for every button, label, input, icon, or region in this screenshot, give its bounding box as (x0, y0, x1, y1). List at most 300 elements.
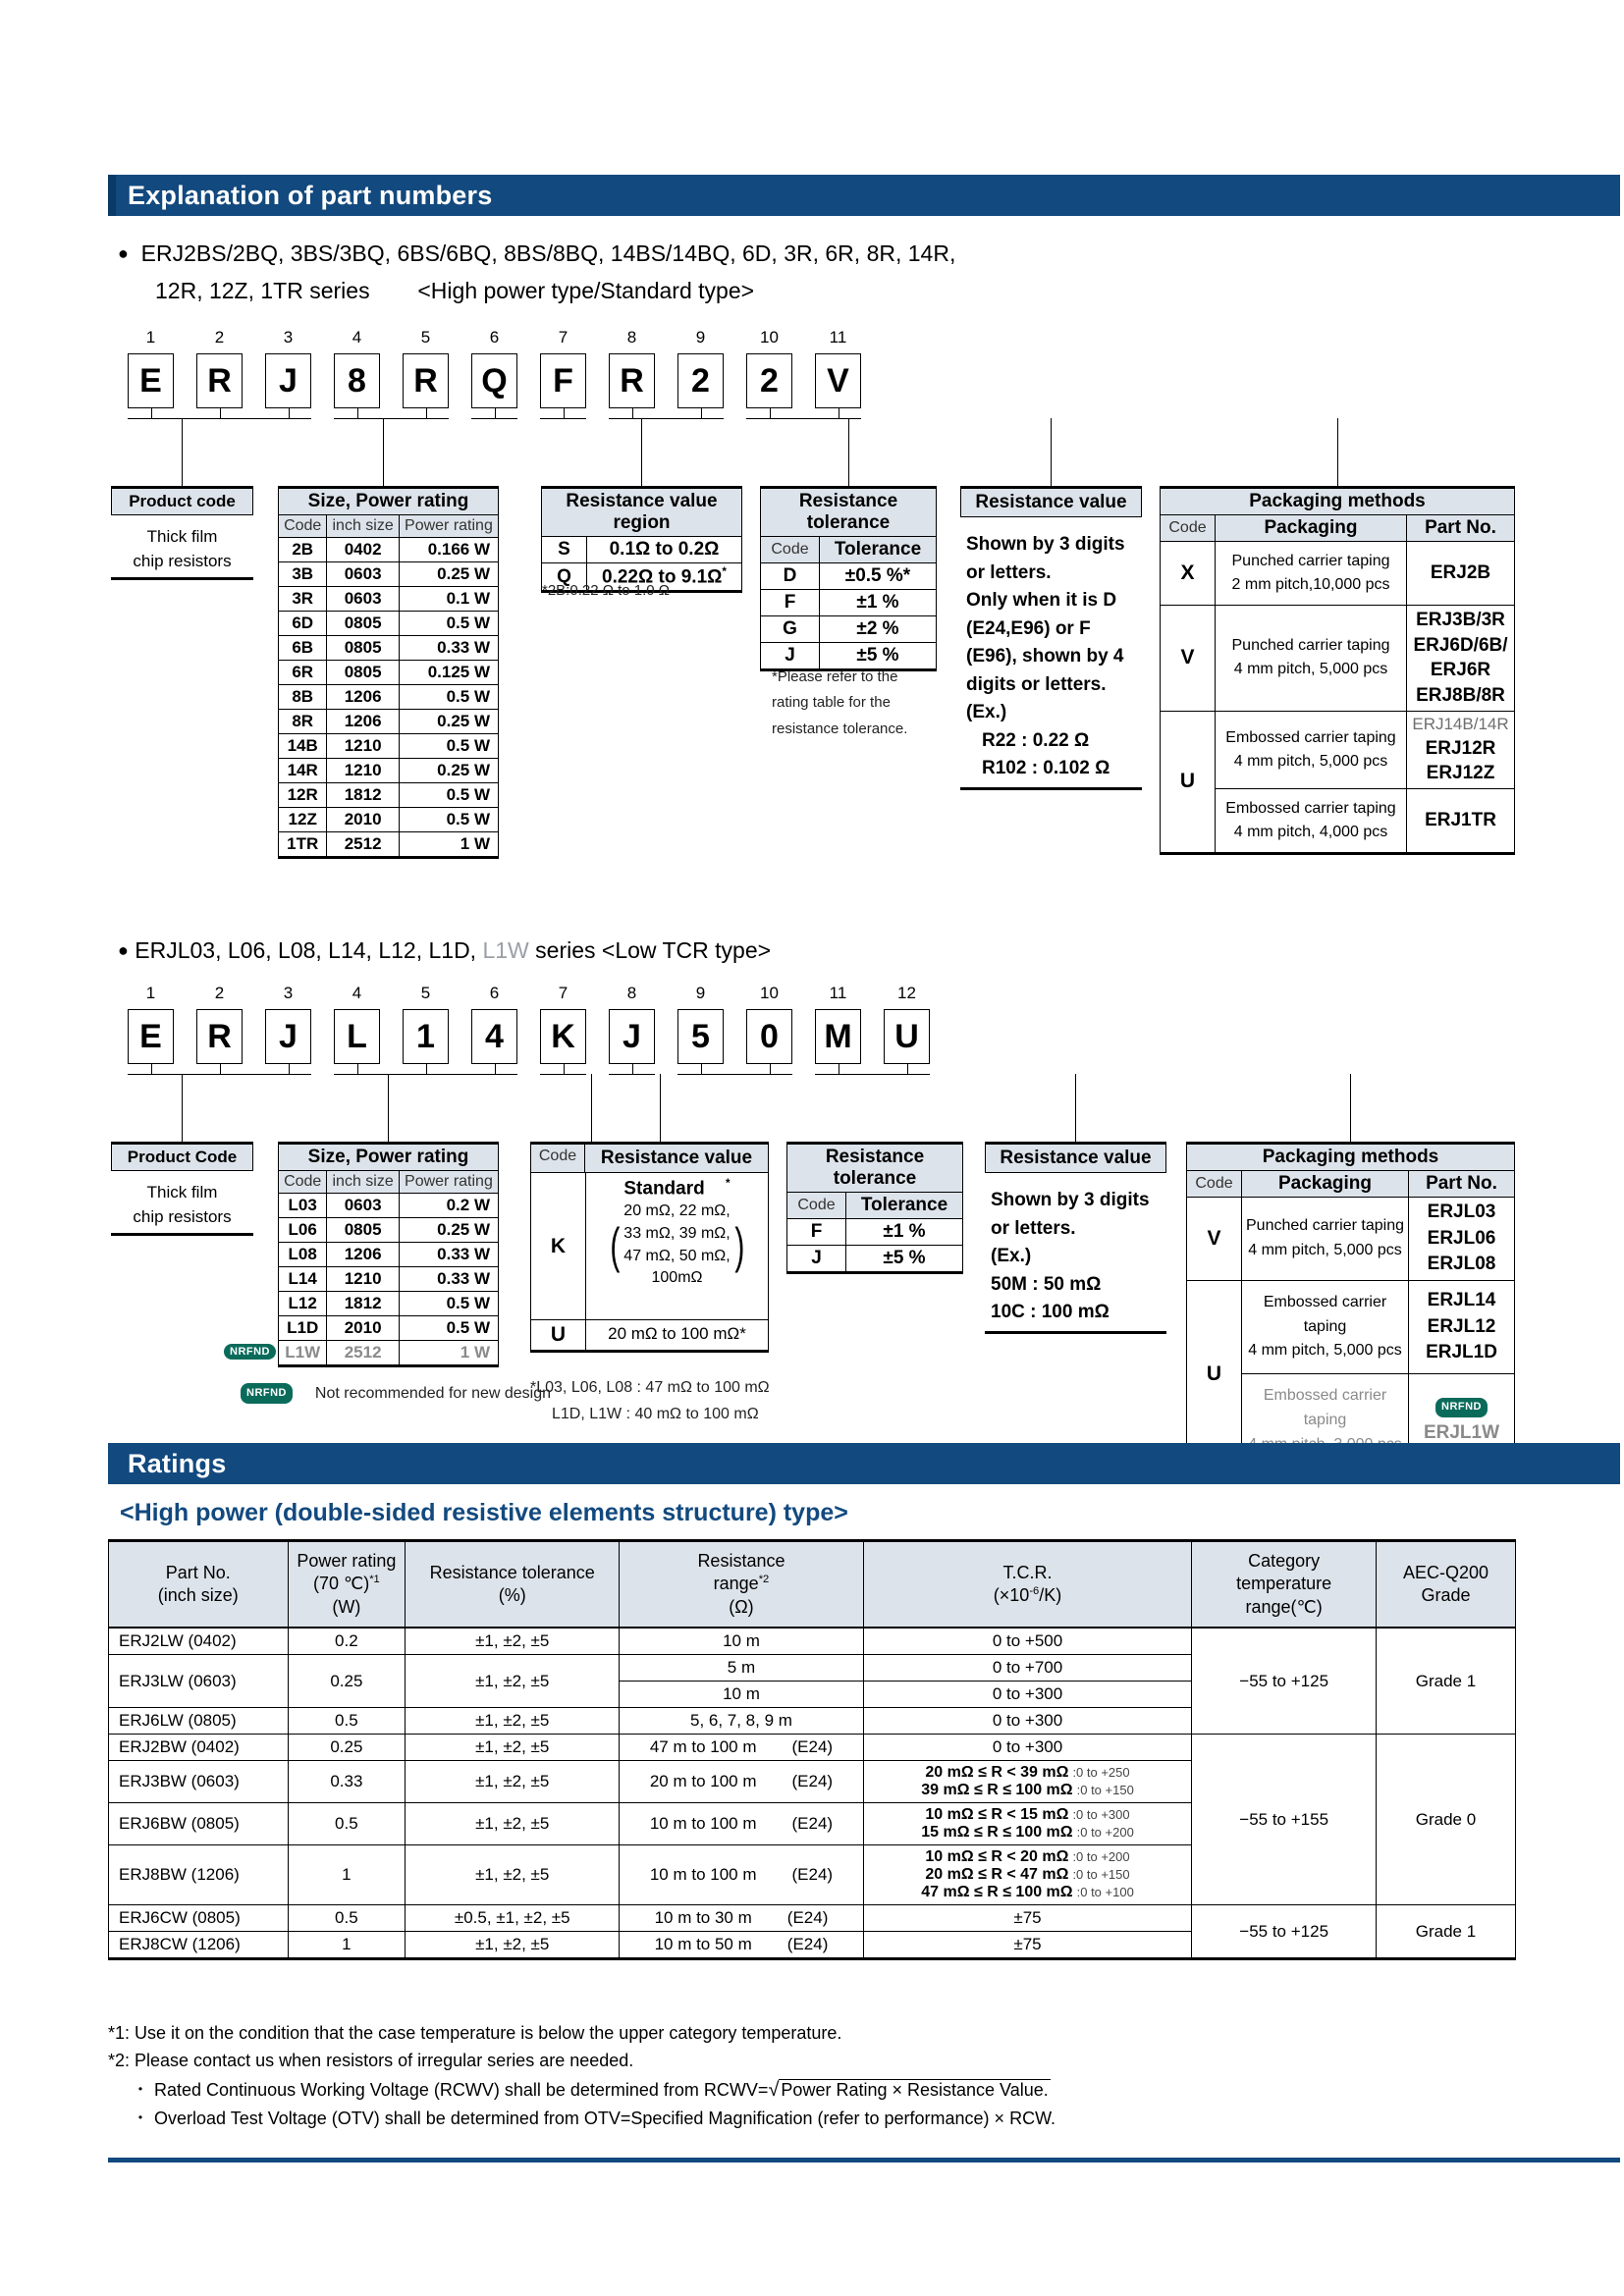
rt-power: 0.25 (288, 1655, 406, 1708)
leader-bar (540, 1074, 586, 1075)
packaging-desc: Punched carrier taping 4 mm pitch, 5,000 pcs (1216, 606, 1407, 712)
diagram1-resistance-value-block (960, 486, 1142, 790)
code-char-11: V (815, 353, 861, 408)
footnote-3-pre: ・ Rated Continuous Working Voltage (RCWV) shall be determined from RCWV= (132, 2079, 769, 2100)
size-power-col-2: Power rating (399, 515, 498, 538)
bullet-dot-icon-2: ● (118, 940, 129, 960)
region-code: Q (542, 563, 587, 592)
tolerance-value: ±1 % (820, 590, 937, 616)
tolerance-value: ±2 % (820, 616, 937, 643)
nrfnd-legend-text: Not recommended for new design (314, 1385, 552, 1402)
size-power-2-cell: 0603 (327, 1194, 399, 1218)
rt-grade: Grade 0 (1376, 1735, 1515, 1905)
table-row (279, 587, 499, 612)
code-position-3: 3 (283, 328, 294, 347)
rt-tcr-value: :0 to +150 (1076, 1783, 1134, 1798)
rt-tolerance: ±1, ±2, ±5 (406, 1708, 620, 1735)
size-power-cell: 0.5 W (399, 612, 498, 636)
rt-range: 10 m (620, 1682, 863, 1708)
diagram1-region-note: *2B:0.22 Ω to 1.0 Ω (542, 582, 671, 599)
size-power-cell: 0.33 W (399, 636, 498, 661)
rt-partno: ERJ6LW (0805) (109, 1708, 289, 1735)
packaging-desc: Embossed carrier taping 4 mm pitch, 4,000 pcs (1216, 788, 1407, 853)
leader-tick (564, 408, 565, 418)
code-char-10: 2 (746, 353, 792, 408)
code-position-2: 2 (214, 328, 225, 347)
section-header-explanation (108, 175, 1620, 216)
code-position-7: 7 (558, 984, 568, 1002)
d2-rvc-bottom-rule (530, 1350, 769, 1353)
table-row (109, 1905, 1516, 1932)
tolerance-2-value: ±1 % (846, 1219, 963, 1246)
diagram1-product-code-block (111, 486, 253, 580)
rt-power: 0.25 (288, 1735, 406, 1761)
d1-rv-bottom-rule (960, 787, 1142, 790)
code-position-10: 10 (760, 984, 779, 1002)
table-row (1161, 542, 1515, 606)
product-code-line2: chip resistors (133, 551, 232, 570)
rt-tcr-value: :0 to +100 (1076, 1885, 1134, 1900)
rt-category: −55 to +125 (1192, 1628, 1377, 1735)
leader-tick (495, 408, 496, 418)
rt-tolerance: ±1, ±2, ±5 (406, 1803, 620, 1845)
d1-rv-caption: Resistance value (960, 486, 1142, 517)
leader-tick (220, 1064, 221, 1074)
footnote-3-radical: Power Rating × Resistance Value. (781, 2079, 1049, 2100)
rt-tcr-range: 20 mΩ ≤ R < 47 mΩ (925, 1866, 1069, 1884)
code-char-5: R (403, 353, 449, 408)
size-power-cell: 3B (279, 562, 327, 587)
code-char-1: E (128, 353, 174, 408)
size-power-cell: 0.166 W (399, 538, 498, 562)
rt-range: 10 m to 100 m (E24) (620, 1845, 863, 1905)
packaging-2-code: V (1187, 1198, 1242, 1281)
table-row (279, 710, 499, 734)
code-position-4: 4 (352, 328, 362, 347)
leader-stem (182, 1074, 183, 1142)
leader-tick (564, 1064, 565, 1074)
size-power-cell: 0.5 W (399, 685, 498, 710)
table-row (279, 832, 499, 858)
rt-tolerance: ±1, ±2, ±5 (406, 1735, 620, 1761)
rt-tcr-range: 39 mΩ ≤ R ≤ 100 mΩ (921, 1782, 1073, 1799)
rt-tcr-range: 47 mΩ ≤ R ≤ 100 mΩ (921, 1884, 1073, 1901)
code-position-5: 5 (420, 328, 431, 347)
rt-tcr-line (868, 1884, 1188, 1901)
packaging-part: ERJ12Z (1426, 763, 1495, 784)
size-power-2-cell: 0.33 W (399, 1267, 498, 1292)
tolerance-2-code: F (787, 1219, 846, 1246)
rt-category: −55 to +155 (1192, 1735, 1377, 1905)
rt-partno: ERJ6CW (0805) (109, 1905, 289, 1932)
leader-bar (471, 418, 517, 419)
code-char-8: J (609, 1009, 655, 1064)
size-power-2-col-2: Power rating (399, 1171, 498, 1194)
code-char-9: 5 (677, 1009, 724, 1064)
leader-stem (591, 1074, 592, 1142)
table-row (279, 612, 499, 636)
size-power-cell: 0.1 W (399, 587, 498, 612)
rt-tcr-value: :0 to +150 (1072, 1867, 1130, 1883)
leader-bar (128, 418, 311, 419)
code-position-11: 11 (829, 328, 847, 347)
rt-range: 10 m to 50 m (E24) (620, 1932, 863, 1959)
size-power-cell: 0805 (327, 612, 399, 636)
code-char-7: K (540, 1009, 586, 1064)
size-power-cell: 0.5 W (399, 783, 498, 808)
leader-bar (128, 1074, 311, 1075)
nrfnd-badge-pack: NRFND (1435, 1398, 1488, 1416)
size-power-2-cell: L03 (279, 1194, 327, 1218)
d2-rv-bottom-rule (985, 1331, 1166, 1334)
leader-tick (701, 1064, 702, 1074)
size-power-cell: 2B (279, 538, 327, 562)
leader-tick (426, 408, 427, 418)
size-power-2-cell: 0.5 W (399, 1292, 498, 1316)
table-row (109, 1735, 1516, 1761)
code-position-7: 7 (558, 328, 568, 347)
table-row (279, 734, 499, 759)
k-value-line: 20 mΩ, 22 mΩ, (623, 1202, 731, 1220)
table-row (279, 1267, 499, 1292)
rv2-line: or letters. (991, 1217, 1076, 1239)
rt-tolerance: ±0.5, ±1, ±2, ±5 (406, 1905, 620, 1932)
rv2-line: (Ex.) (991, 1246, 1032, 1266)
size-power-cell: 8R (279, 710, 327, 734)
d2-rvc-standard-star: * (726, 1177, 731, 1190)
region-value: 0.22Ω to 9.1Ω* (587, 563, 742, 592)
size-power-col-0: Code (279, 515, 327, 538)
leader-tick (632, 408, 633, 418)
diagram1-bullet-line1 (118, 240, 955, 267)
rt-grade: Grade 1 (1376, 1905, 1515, 1959)
nrfnd-badge-row: NRFND (224, 1344, 276, 1360)
k-value-line: 47 mΩ, 50 mΩ, (623, 1247, 731, 1264)
section-accent-1 (108, 175, 116, 216)
size-power-cell: 0.25 W (399, 562, 498, 587)
diagram2-resistance-value-code-block: Code Resistance value K Standard * ( 20 mΩ, 22 mΩ, 33 mΩ, 39 mΩ, 47 mΩ, 50 mΩ, 100mΩ ) U 20 mΩ to 100 mΩ* (530, 1142, 769, 1353)
leader-bar (609, 1074, 655, 1075)
packaging-part: ERJ6R (1430, 660, 1491, 681)
packaging-2-parts (1409, 1280, 1515, 1373)
code-char-8: R (609, 353, 655, 408)
code-char-4: 8 (334, 353, 380, 408)
size-power-cell: 1210 (327, 734, 399, 759)
leader-bar (609, 418, 724, 419)
rt-tolerance: ±1, ±2, ±5 (406, 1761, 620, 1803)
tolerance-col-1: Tolerance (820, 537, 937, 563)
leader-stem (660, 1074, 661, 1142)
product-code-caption-2: Product Code (111, 1142, 253, 1171)
diagram2-tolerance-table (786, 1142, 963, 1274)
table-row (1187, 1280, 1515, 1373)
rt-tcr-range: 15 mΩ ≤ R ≤ 100 mΩ (921, 1824, 1073, 1842)
rt-col-range: Resistance range$^{*2}$ (Ω) (620, 1541, 863, 1629)
diagram2-size-power-table (278, 1142, 499, 1367)
diagram2-bullet (118, 937, 771, 964)
d2-rvc-k-code: K (531, 1173, 586, 1319)
leader-tick (357, 408, 358, 418)
diagram2-product-code-block (111, 1142, 253, 1236)
size-power-cell: 0805 (327, 636, 399, 661)
size-power-2-cell: 1210 (327, 1267, 399, 1292)
rt-tcr: 0 to +700 (863, 1655, 1192, 1682)
size-power-2-col-0: Code (279, 1171, 327, 1194)
tolerance-2-value: ±5 % (846, 1246, 963, 1273)
packaging-part: ERJ6D/6B/ (1413, 634, 1508, 656)
leader-tick (632, 1064, 633, 1074)
packaging-2-part: ERJL14 (1427, 1290, 1496, 1311)
rt-power: 1 (288, 1845, 406, 1905)
tolerance-2-col-0: Code (787, 1193, 846, 1219)
rt-range: 47 m to 100 m (E24) (620, 1735, 863, 1761)
table-row (279, 1292, 499, 1316)
page-bottom-rule (108, 2158, 1620, 2163)
footnote-1: *1: Use it on the condition that the case temperature is below the upper category temperature. (108, 2023, 842, 2043)
size-power-cell: 3R (279, 587, 327, 612)
code-char-2: R (196, 1009, 243, 1064)
rt-tolerance: ±1, ±2, ±5 (406, 1932, 620, 1959)
packaging-code: X (1161, 542, 1216, 606)
leader-tick (701, 408, 702, 418)
rv2-line: Shown by 3 digits (991, 1190, 1150, 1210)
tolerance-code: G (761, 616, 820, 643)
packaging-2-part: ERJL03 (1427, 1201, 1496, 1222)
leader-tick (289, 1064, 290, 1074)
code-char-10: 0 (746, 1009, 792, 1064)
tolerance-code: J (761, 643, 820, 670)
code-position-12: 12 (897, 984, 916, 1002)
diagram2-resistance-value-block (985, 1142, 1166, 1334)
product-code-caption: Product code (111, 486, 253, 515)
rv-line: (E24,E96) or F (966, 617, 1091, 639)
rt-tcr-line (868, 1764, 1188, 1782)
section-title-explanation: Explanation of part numbers (128, 180, 493, 210)
size-power-2-cell: L06 (279, 1218, 327, 1243)
packaging-2-col-0: Code (1187, 1171, 1242, 1198)
code-position-3: 3 (283, 984, 294, 1002)
diagram1-series-list-2: 12R, 12Z, 1TR series (155, 278, 370, 303)
d2-rvc-u-code: U (531, 1320, 586, 1350)
packaging-2-code: U (1187, 1280, 1242, 1468)
rt-partno: ERJ2LW (0402) (109, 1628, 289, 1655)
leader-stem (182, 418, 183, 486)
rt-tolerance: ±1, ±2, ±5 (406, 1845, 620, 1905)
product-code-2-bottom-rule (111, 1233, 253, 1236)
rt-tcr-line (868, 1824, 1188, 1842)
rt-tcr-line (868, 1866, 1188, 1884)
table-row (279, 1194, 499, 1218)
size-power-caption: Size, Power rating (279, 488, 499, 515)
rt-col-tcr: T.C.R. $(\times 10^{-6}/K)$ (863, 1541, 1192, 1629)
product-code-2-line2: chip resistors (133, 1206, 232, 1226)
rv-line: digits or letters. (966, 673, 1107, 695)
tolerance-note-l1: *Please refer to the (772, 668, 898, 685)
diagram1-size-power-table (278, 486, 499, 859)
size-power-cell: 0603 (327, 587, 399, 612)
size-power-cell: 6R (279, 661, 327, 685)
code-position-5: 5 (420, 984, 431, 1002)
code-position-10: 10 (760, 328, 779, 347)
packaging-2-part: ERJL1D (1426, 1342, 1497, 1363)
rt-col-power: Power rating (70 ℃)$^{*1}$ (W) (288, 1541, 406, 1629)
size-power-2-col-1: inch size (327, 1171, 399, 1194)
size-power-cell: 0.125 W (399, 661, 498, 685)
packaging-part: ERJ3B/3R (1416, 610, 1505, 630)
size-power-cell: 1206 (327, 685, 399, 710)
rt-range: 20 m to 100 m (E24) (620, 1761, 863, 1803)
packaging-part: ERJ8B/8R (1416, 684, 1505, 706)
d1-rv-lines (960, 517, 1142, 787)
rt-power: 0.2 (288, 1628, 406, 1655)
d2-rvc-standard-label: Standard (623, 1178, 705, 1200)
footnote-3: ・ Rated Continuous Working Voltage (RCWV) shall be determined from RCWV=√ Power Rating × Resistance Value. (132, 2078, 1049, 2101)
rt-col-partno: Part No. (inch size) (109, 1541, 289, 1629)
rv-line: or letters. (966, 561, 1052, 583)
rt-tcr: 0 to +300 (863, 1735, 1192, 1761)
rt-tcr (863, 1761, 1192, 1803)
code-char-7: F (540, 353, 586, 408)
table-row (279, 1243, 499, 1267)
packaging-part: ERJ12R (1425, 737, 1496, 759)
rt-col-aec: AEC-Q200 Grade (1376, 1541, 1515, 1629)
size-power-cell: 12R (279, 783, 327, 808)
code-position-4: 4 (352, 984, 362, 1002)
d2-rvc-note-l1: *L03, L06, L08 : 47 mΩ to 100 mΩ (530, 1379, 770, 1396)
code-char-6: 4 (471, 1009, 517, 1064)
table-row (279, 661, 499, 685)
rt-tcr-line (868, 1848, 1188, 1866)
d2-rvc-caption: Resistance value (585, 1145, 769, 1172)
code-position-1: 1 (145, 328, 156, 347)
tolerance-note-l3: resistance tolerance. (772, 720, 908, 737)
rt-power: 0.33 (288, 1761, 406, 1803)
packaging-2-desc: Embossed carrier taping 4 mm pitch, 5,000 pcs (1242, 1280, 1409, 1373)
code-char-12: U (884, 1009, 930, 1064)
rv-line: Only when it is D (966, 590, 1117, 611)
leader-stem (1051, 418, 1052, 486)
code-char-5: 1 (403, 1009, 449, 1064)
rt-tcr-value: :0 to +250 (1072, 1765, 1130, 1781)
table-row (1161, 711, 1515, 788)
diagram2-series-prefix: ERJL03, L06, L08, L14, L12, L1D, (135, 937, 483, 963)
leader-stem (1350, 1074, 1351, 1142)
packaging-parts (1407, 711, 1515, 788)
d2-rvc-code-header: Code (530, 1145, 585, 1172)
size-power-2-cell: L1D (279, 1316, 327, 1341)
code-char-11: M (815, 1009, 861, 1064)
table-row (279, 808, 499, 832)
code-position-9: 9 (695, 984, 706, 1002)
size-power-caption-2: Size, Power rating (279, 1144, 499, 1171)
packaging-col-1: Packaging (1216, 515, 1407, 542)
diagram2-nrfnd-legend-row (241, 1382, 551, 1406)
code-position-6: 6 (489, 984, 500, 1002)
packaging-2-part: ERJL08 (1427, 1254, 1496, 1275)
size-power-2-cell: L14 (279, 1267, 327, 1292)
tolerance-note-l2: rating table for the (772, 694, 891, 712)
packaging-col-0: Code (1161, 515, 1216, 542)
rt-power: 1 (288, 1932, 406, 1959)
table-row (279, 759, 499, 783)
rt-col-category: Category temperature range(℃) (1192, 1541, 1377, 1629)
size-power-2-cell: 0.25 W (399, 1218, 498, 1243)
rt-range: 5 m (620, 1655, 863, 1682)
packaging-parts (1407, 606, 1515, 712)
tolerance-col-0: Code (761, 537, 820, 563)
size-power-2-cell: 0.2 W (399, 1194, 498, 1218)
rt-category: −55 to +125 (1192, 1905, 1377, 1959)
d2-rvc-note-l2: L1D, L1W : 40 mΩ to 100 mΩ (552, 1406, 759, 1423)
table-row (761, 616, 937, 643)
rv-line: (E96), shown by 4 (966, 646, 1124, 667)
size-power-2-cell: 0.5 W (399, 1316, 498, 1341)
rt-partno: ERJ8CW (1206) (109, 1932, 289, 1959)
diagram1-resistance-region-table (541, 486, 742, 593)
size-power-2-cell: L12 (279, 1292, 327, 1316)
packaging-2-part: ERJL06 (1427, 1227, 1496, 1249)
tolerance-code: D (761, 563, 820, 590)
leader-tick (357, 1064, 358, 1074)
leader-tick (151, 1064, 152, 1074)
code-position-9: 9 (695, 328, 706, 347)
code-position-8: 8 (626, 984, 637, 1002)
size-power-cell: 2512 (327, 832, 399, 858)
packaging-2-desc: Embossed carrier taping (1242, 1374, 1409, 1468)
rt-tolerance: ±1, ±2, ±5 (406, 1655, 620, 1708)
size-power-2-cell: L1W (279, 1341, 327, 1366)
leader-stem (848, 418, 849, 486)
rt-range: 10 m to 100 m (E24) (620, 1803, 863, 1845)
packaging-2-part: ERJL12 (1427, 1315, 1496, 1337)
rt-tcr-value: :0 to +200 (1076, 1825, 1134, 1841)
size-power-2-cell: 2010 (327, 1316, 399, 1341)
size-power-2-cell: 0.33 W (399, 1243, 498, 1267)
leader-tick (770, 408, 771, 418)
leader-bar (746, 418, 861, 419)
table-row (1161, 606, 1515, 712)
rt-partno: ERJ8BW (1206) (109, 1845, 289, 1905)
rt-col-tolerance: Resistance tolerance (%) (406, 1541, 620, 1629)
rt-tcr (863, 1803, 1192, 1845)
packaging-col-2: Part No. (1407, 515, 1515, 542)
diagram1-bullet-line2 (155, 278, 754, 304)
d2-rv-lines (985, 1173, 1166, 1331)
k-value-line: 33 mΩ, 39 mΩ, (623, 1225, 731, 1243)
packaging-code: V (1161, 606, 1216, 712)
packaging-2-parts (1409, 1198, 1515, 1281)
footnotes (108, 2020, 1581, 2133)
rt-tcr-line (868, 1782, 1188, 1799)
rv2-line: 10C : 100 mΩ (991, 1302, 1110, 1322)
size-power-2-cell: 2512 (327, 1341, 399, 1366)
rv-line: R102 : 0.102 Ω (982, 758, 1110, 778)
region-caption: Resistance value region (542, 488, 742, 537)
rt-partno: ERJ3LW (0603) (109, 1655, 289, 1708)
size-power-2-cell: 0805 (327, 1218, 399, 1243)
size-power-cell: 2010 (327, 808, 399, 832)
table-row (279, 1218, 499, 1243)
rt-tcr-range: 10 mΩ ≤ R < 20 mΩ (925, 1848, 1069, 1866)
leader-tick (220, 408, 221, 418)
packaging-desc: Embossed carrier taping 4 mm pitch, 5,000 pcs (1216, 711, 1407, 788)
tolerance-caption: Resistance tolerance (761, 488, 937, 537)
d2-rv-caption: Resistance value (985, 1142, 1166, 1173)
ratings-subtitle (120, 1499, 848, 1527)
size-power-cell: 1TR (279, 832, 327, 858)
leader-tick (151, 408, 152, 418)
size-power-cell: 6D (279, 612, 327, 636)
